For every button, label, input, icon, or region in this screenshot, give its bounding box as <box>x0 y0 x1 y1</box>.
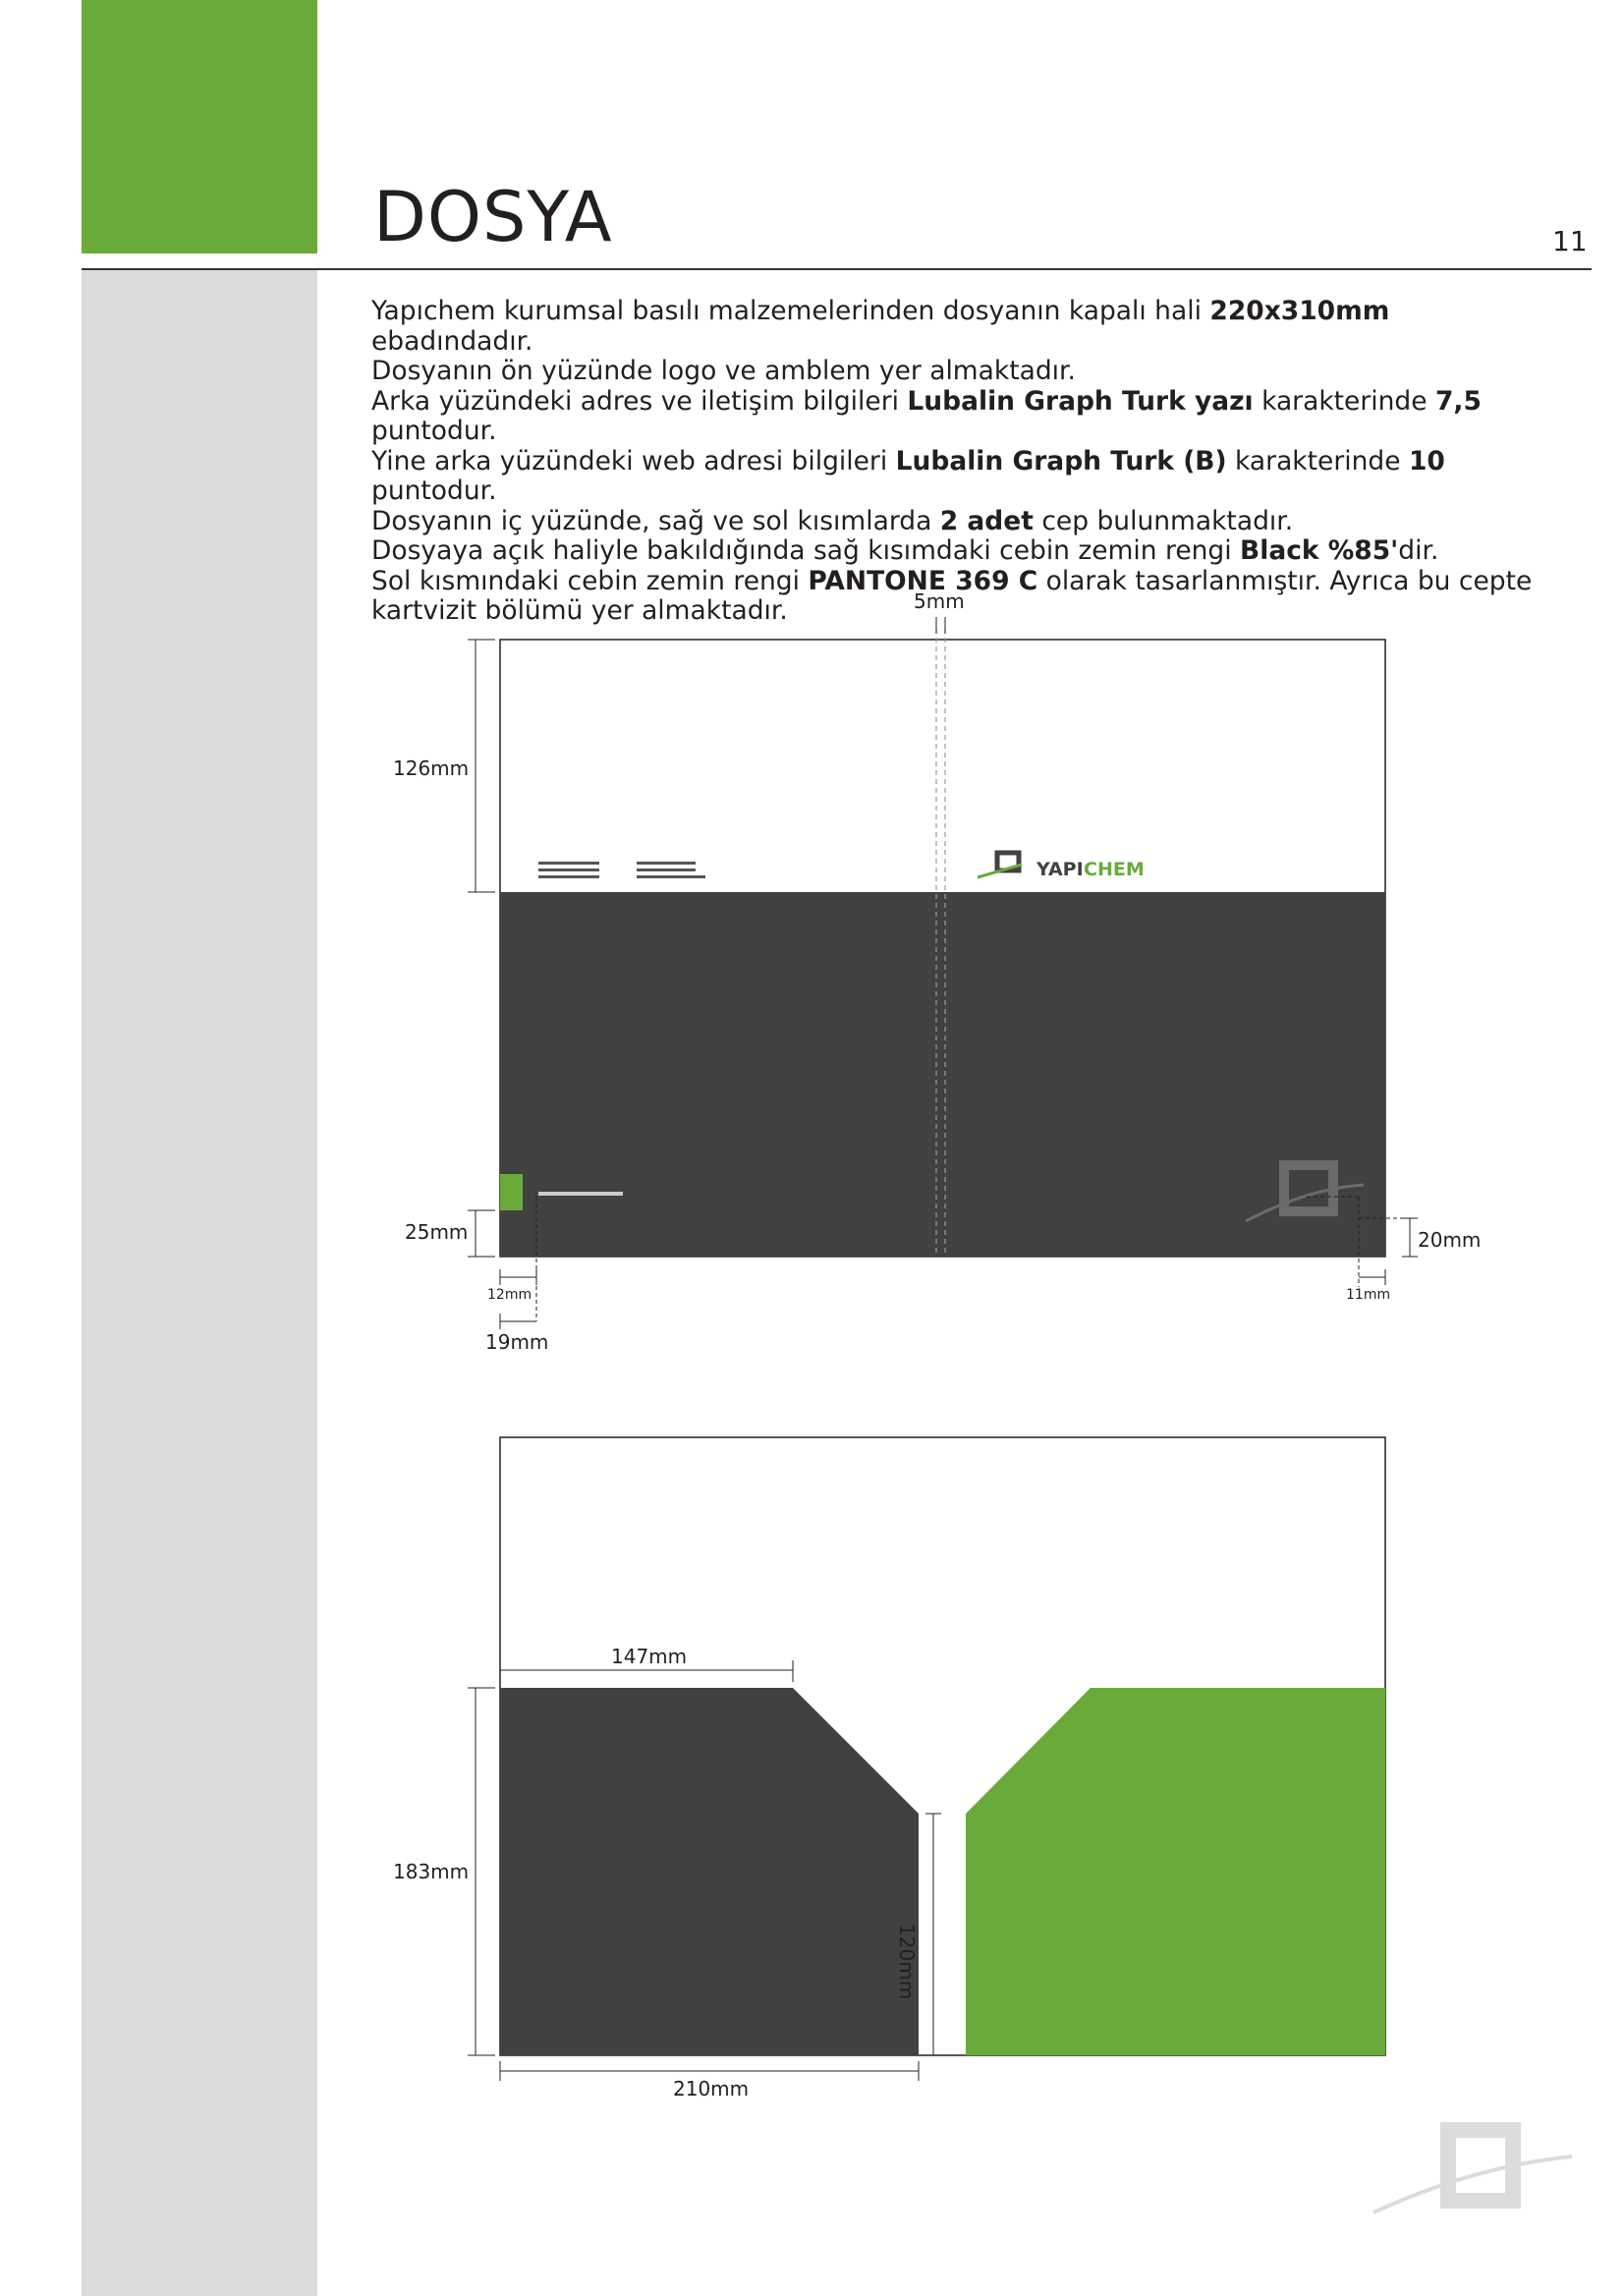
dim-left-19mm: 19mm <box>485 1330 549 1354</box>
desc-line-5: Dosyanın iç yüzünde, sağ ve sol kısımlarda 2 adet cep bulunmaktadır. <box>371 505 1294 536</box>
desc-line-6: Dosyaya açık haliyle bakıldığında sağ kısımdaki cebin zemin rengi Black %85'dir. <box>371 535 1439 566</box>
dim-width-147mm: 147mm <box>611 1645 688 1668</box>
desc-line-4: Yine arka yüzündeki web adresi bilgileri Lubalin Graph Turk (B) karakterinde 10 puntodur. <box>371 445 1445 506</box>
dim-spine-5mm: 5mm <box>914 589 965 613</box>
logo-text-yapi: YAPI <box>1036 859 1084 880</box>
logo-text-chem: CHEM <box>1084 859 1145 880</box>
dim-right-11mm: 11mm <box>1346 1287 1391 1303</box>
dim-left-12mm: 12mm <box>487 1287 532 1303</box>
dim-bottom-25mm: 25mm <box>405 1220 469 1244</box>
desc-line-3: Arka yüzündeki adres ve iletişim bilgileri Lubalin Graph Turk yazı karakterinde 7,5 puntodur. <box>371 385 1482 446</box>
dim-right-20mm: 20mm <box>1418 1228 1482 1252</box>
desc-line-7: Sol kısmındaki cebin zemin rengi PANTONE 369 C olarak tasarlanmıştır. Ayrıca bu cepte <box>371 565 1533 596</box>
desc-line-1: Yapıchem kurumsal basılı malzemelerinden dosyanın kapalı hali 220x310mm ebadındadır. <box>371 296 1390 357</box>
corner-emblem-icon <box>1373 2130 1572 2212</box>
green-tab <box>500 1174 523 1210</box>
page-title: DOSYA <box>373 177 613 257</box>
page-number: 11 <box>1552 225 1588 257</box>
web-address-text <box>538 1192 623 1196</box>
folder-dark-band <box>500 892 1385 1257</box>
desc-line-2: Dosyanın ön yüzünde logo ve amblem yer almaktadır. <box>371 356 1076 386</box>
desc-line-8: kartvizit bölümü yer almaktadır. <box>371 595 788 626</box>
dim-height-183mm: 183mm <box>393 1860 470 1883</box>
dim-height-120mm: 120mm <box>895 1924 919 2000</box>
dim-width-210mm: 210mm <box>673 2077 750 2100</box>
dim-top-height: 126mm <box>393 756 470 780</box>
